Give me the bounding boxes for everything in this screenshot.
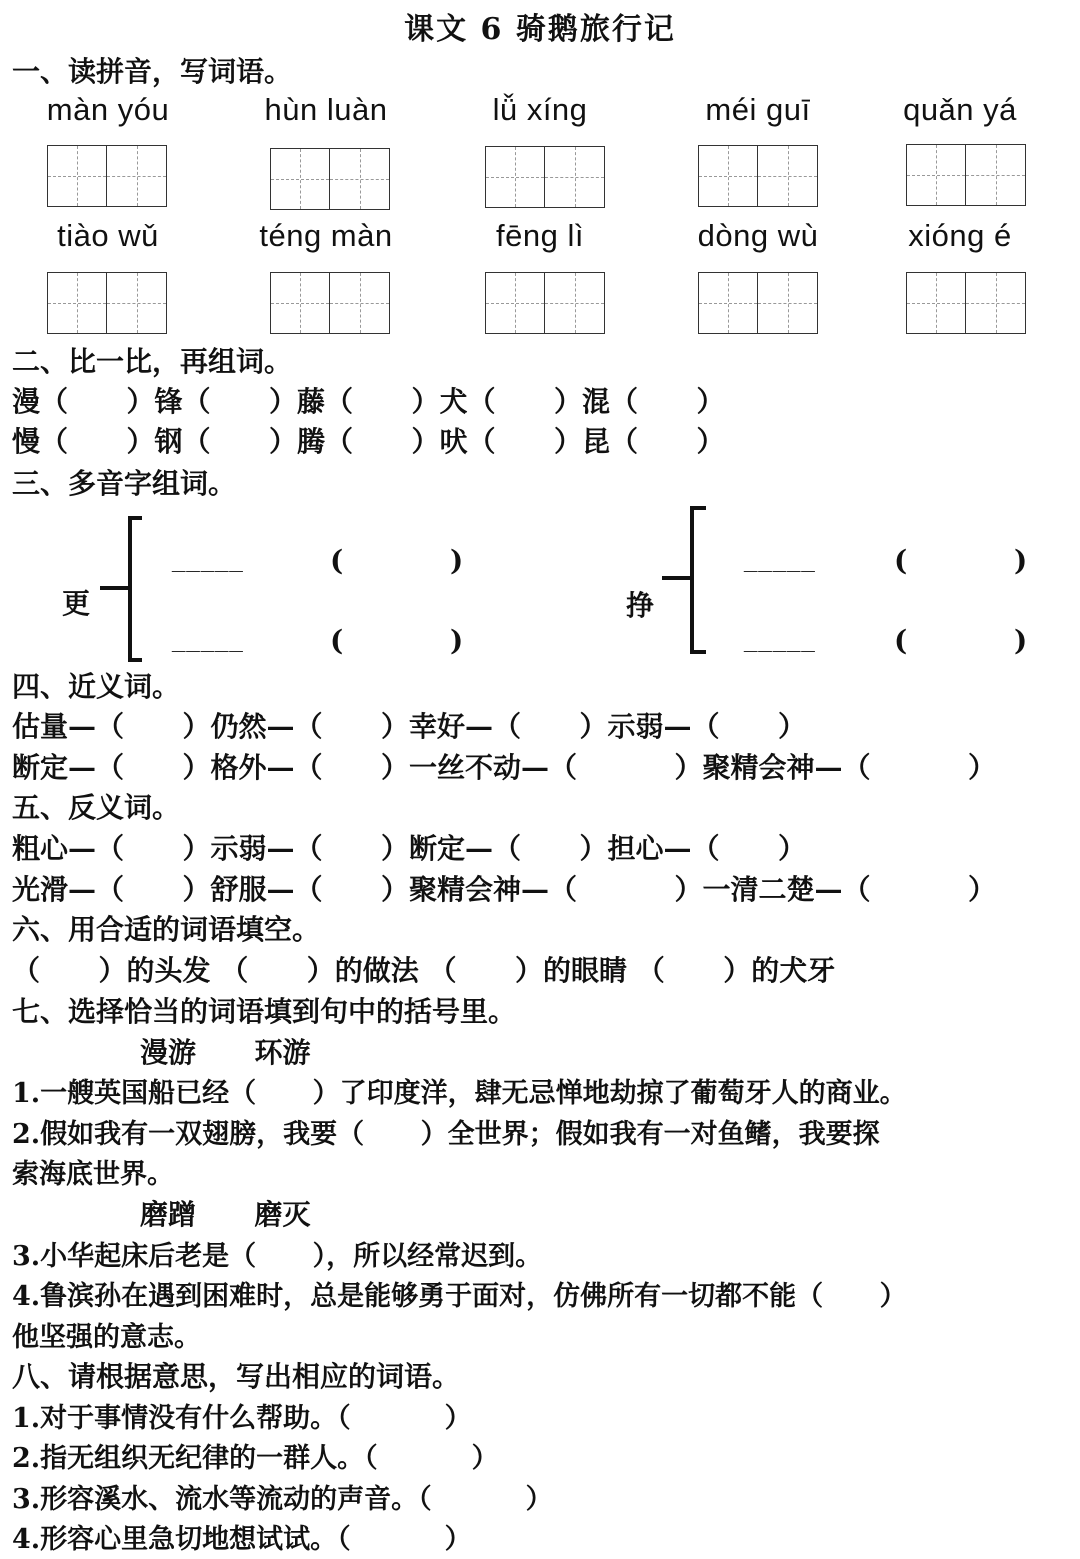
- antonym-line-2: 光滑—（ ）舒服—（ ）聚精会神—（ ）一清二楚—（ ）: [12, 873, 996, 906]
- pinyin-row-1: [0, 92, 1080, 132]
- paren-open: (: [330, 624, 344, 657]
- paren-close: ): [1014, 624, 1028, 657]
- pinyin-label: xióng é: [908, 218, 1012, 253]
- pinyin-label: màn yóu: [46, 92, 170, 127]
- pinyin-label: méi guī: [705, 92, 811, 127]
- character-writing-box[interactable]: [270, 148, 390, 210]
- compare-words-line-2: 慢（ ）钢（ ）腾（ ）吠（ ）昆（ ）: [12, 425, 725, 458]
- section-5-heading: 五、反义词。: [12, 791, 181, 824]
- compare-words-line-1: 漫（ ）锋（ ）藤（ ）犬（ ）混（ ）: [12, 385, 725, 418]
- character-writing-box[interactable]: [698, 145, 818, 207]
- pinyin-label: hùn luàn: [264, 92, 388, 127]
- question-line: 2.指无组织无纪律的一群人。（ ）: [12, 1443, 499, 1474]
- answer-blank[interactable]: _____: [172, 548, 244, 575]
- character-writing-box[interactable]: [698, 272, 818, 334]
- paren-close: ): [450, 624, 464, 657]
- pinyin-row-2: [0, 218, 1080, 258]
- pinyin-label: téng màn: [259, 218, 393, 253]
- paren-close: ): [450, 544, 464, 577]
- character-writing-box[interactable]: [47, 145, 167, 207]
- paren-open: (: [894, 624, 908, 657]
- synonym-line-2: 断定—（ ）格外—（ ）一丝不动—（ ）聚精会神—（ ）: [12, 751, 996, 784]
- antonym-line-1: 粗心—（ ）示弱—（ ）断定—（ ）担心—（ ）: [12, 832, 806, 865]
- polyphone-char-geng: 更: [62, 587, 91, 620]
- answer-blank[interactable]: _____: [744, 628, 816, 655]
- section-1-heading: 一、读拼音，写词语。: [12, 55, 293, 88]
- word-options-2: 磨蹭 磨灭: [140, 1198, 311, 1231]
- question-line: 1.一艘英国船已经（ ）了印度洋，肆无忌惮地劫掠了葡萄牙人的商业。: [12, 1078, 907, 1109]
- fill-in-line: （ ）的头发 （ ）的做法 （ ）的眼睛 （ ）的犬牙: [12, 954, 836, 987]
- question-line: 3.形容溪水、流水等流动的声音。（ ）: [12, 1484, 553, 1515]
- polyphone-char-zheng: 挣: [626, 589, 655, 622]
- polyphone-brackets: [0, 500, 1080, 670]
- pinyin-label: quǎn yá: [903, 92, 1017, 127]
- word-options-1: 漫游 环游: [140, 1036, 311, 1069]
- section-2-heading: 二、比一比，再组词。: [12, 345, 293, 378]
- synonym-line-1: 估量—（ ）仍然—（ ）幸好—（ ）示弱—（ ）: [12, 710, 806, 743]
- question-line: 他坚强的意志。: [12, 1322, 201, 1353]
- character-writing-box[interactable]: [47, 272, 167, 334]
- question-line: 1.对于事情没有什么帮助。（ ）: [12, 1403, 472, 1434]
- question-line: 2.假如我有一双翅膀，我要（ ）全世界；假如我有一对鱼鳍，我要探: [12, 1119, 880, 1150]
- pinyin-label: fēng lì: [496, 218, 584, 253]
- pinyin-label: tiào wǔ: [57, 218, 159, 253]
- answer-blank[interactable]: _____: [172, 628, 244, 655]
- character-writing-box[interactable]: [906, 272, 1026, 334]
- question-line: 4.形容心里急切地想试试。（ ）: [12, 1524, 472, 1555]
- character-writing-box[interactable]: [906, 144, 1026, 206]
- section-3-heading: 三、多音字组词。: [12, 467, 237, 500]
- question-line: 3.小华起床后老是（ ），所以经常迟到。: [12, 1241, 543, 1272]
- page-title: 课文 6 骑鹅旅行记: [404, 12, 676, 47]
- section-8-heading: 八、请根据意思，写出相应的词语。: [12, 1360, 461, 1393]
- question-line: 4.鲁滨孙在遇到困难时，总是能够勇于面对，仿佛所有一切都不能（ ）: [12, 1281, 907, 1312]
- paren-open: (: [330, 544, 344, 577]
- question-line: 索海底世界。: [12, 1159, 174, 1190]
- section-6-heading: 六、用合适的词语填空。: [12, 913, 321, 946]
- character-writing-box[interactable]: [270, 272, 390, 334]
- section-7-heading: 七、选择恰当的词语填到句中的括号里。: [12, 995, 517, 1028]
- section-4-heading: 四、近义词。: [12, 670, 181, 703]
- pinyin-label: lǚ xíng: [492, 92, 588, 127]
- paren-open: (: [894, 544, 908, 577]
- answer-blank[interactable]: _____: [744, 548, 816, 575]
- pinyin-label: dòng wù: [697, 218, 819, 253]
- character-writing-box[interactable]: [485, 146, 605, 208]
- character-writing-box[interactable]: [485, 272, 605, 334]
- paren-close: ): [1014, 544, 1028, 577]
